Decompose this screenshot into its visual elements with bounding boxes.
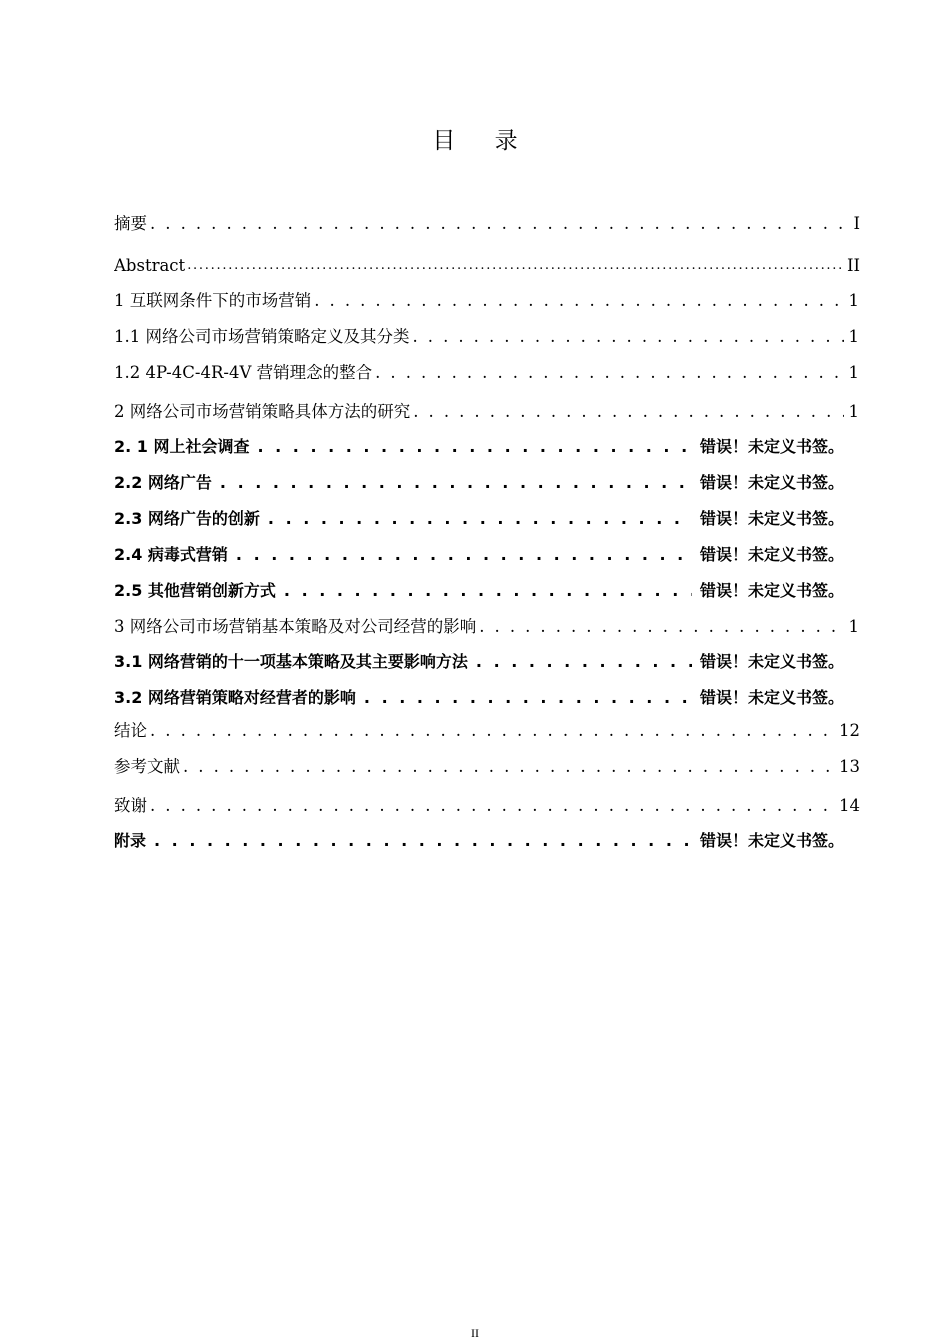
toc-entry-section-1-1[interactable]	[114, 320, 859, 350]
dot-leader	[413, 401, 844, 425]
toc-entry-section-2-5[interactable]	[114, 574, 844, 604]
toc-entry-label: 1 互联网条件下的市场营销	[114, 291, 312, 310]
toc-entry-page: 12	[839, 721, 860, 740]
dot-leader	[236, 544, 692, 568]
dot-leader	[364, 687, 692, 711]
toc-entry-section-2-4[interactable]	[114, 538, 844, 568]
toc-entry-page: 1	[848, 327, 859, 346]
toc-entry-page: 14	[839, 796, 860, 815]
footer-page-number: II	[471, 1326, 479, 1340]
toc-entry-abstract-cn[interactable]	[114, 207, 860, 237]
dot-leader	[284, 580, 692, 604]
toc-entry-chapter-2[interactable]	[114, 395, 859, 425]
toc-entry-label: 附录	[114, 831, 147, 850]
dot-leader	[150, 795, 836, 819]
dot-leader	[375, 362, 844, 386]
dot-leader	[479, 616, 844, 640]
toc-entry-label: 3 网络公司市场营销基本策略及对公司经营的影响	[114, 617, 477, 636]
toc-entry-acknowledgements[interactable]	[114, 789, 860, 819]
toc-entry-appendix[interactable]	[114, 824, 844, 854]
page-title: 目 录	[432, 128, 534, 154]
toc-entry-label: 参考文献	[114, 757, 180, 776]
toc-entry-page: 13	[839, 757, 860, 776]
toc-entry-page: 1	[848, 402, 859, 421]
toc-entry-label: 3.2 网络营销策略对经营者的影响	[114, 688, 356, 707]
dot-leader	[268, 508, 692, 532]
toc-entry-error-ref: 错误！未定义书签。	[699, 688, 844, 707]
dot-leader	[183, 756, 836, 780]
toc-entry-label: 3.1 网络营销的十一项基本策略及其主要影响方法	[114, 652, 468, 671]
toc-entry-label: 2.3 网络广告的创新	[114, 509, 260, 528]
toc-entry-error-ref: 错误！未定义书签。	[699, 473, 844, 492]
toc-entry-label: 1.2 4P-4C-4R-4V 营销理念的整合	[114, 363, 373, 382]
toc-entry-page: 1	[848, 617, 859, 636]
toc-entry-label: Abstract	[114, 256, 186, 275]
toc-entry-section-3-2[interactable]	[114, 681, 844, 711]
toc-entry-error-ref: 错误！未定义书签。	[699, 581, 844, 600]
toc-entry-abstract-en[interactable]	[114, 249, 860, 279]
toc-entry-label: 结论	[114, 721, 147, 740]
toc-entry-section-2-3[interactable]	[114, 502, 844, 532]
toc-entry-label: 摘要	[114, 214, 147, 233]
toc-entry-references[interactable]	[114, 750, 860, 780]
dot-leader	[154, 830, 692, 854]
toc-entry-page: 1	[848, 363, 859, 382]
toc-entry-error-ref: 错误！未定义书签。	[699, 652, 844, 671]
dot-leader	[220, 472, 692, 496]
toc-entry-section-3-1[interactable]	[114, 645, 844, 675]
toc-entry-error-ref: 错误！未定义书签。	[699, 509, 844, 528]
toc-entry-page: 1	[848, 291, 859, 310]
toc-entry-label: 2. 1 网上社会调查	[114, 437, 250, 456]
toc-entry-label: 2.4 病毒式营销	[114, 545, 228, 564]
dot-leader	[413, 326, 845, 350]
toc-entry-section-2-1[interactable]	[114, 430, 844, 460]
dot-leader	[476, 651, 692, 675]
toc-entry-chapter-1[interactable]	[114, 284, 859, 314]
toc-entry-label: 致谢	[114, 796, 147, 815]
toc-entry-label: 2.5 其他营销创新方式	[114, 581, 276, 600]
dot-leader	[258, 436, 692, 460]
dot-leader	[150, 213, 845, 237]
toc-entry-label: 2.2 网络广告	[114, 473, 212, 492]
toc-entry-error-ref: 错误！未定义书签。	[699, 437, 844, 456]
toc-entry-section-2-2[interactable]	[114, 466, 844, 496]
dot-leader	[314, 290, 844, 314]
toc-entry-error-ref: 错误！未定义书签。	[699, 545, 844, 564]
toc-entry-section-1-2[interactable]	[114, 356, 859, 386]
toc-entry-label: 2 网络公司市场营销策略具体方法的研究	[114, 402, 411, 421]
toc-entry-label: 1.1 网络公司市场营销策略定义及其分类	[114, 327, 410, 346]
toc-entry-error-ref: 错误！未定义书签。	[699, 831, 844, 850]
dot-leader	[187, 255, 845, 279]
toc-entry-page: II	[846, 256, 860, 275]
toc-entry-page: I	[853, 214, 860, 233]
toc-entry-chapter-3[interactable]	[114, 610, 859, 640]
toc-entry-conclusion[interactable]	[114, 714, 860, 744]
dot-leader	[150, 720, 836, 744]
